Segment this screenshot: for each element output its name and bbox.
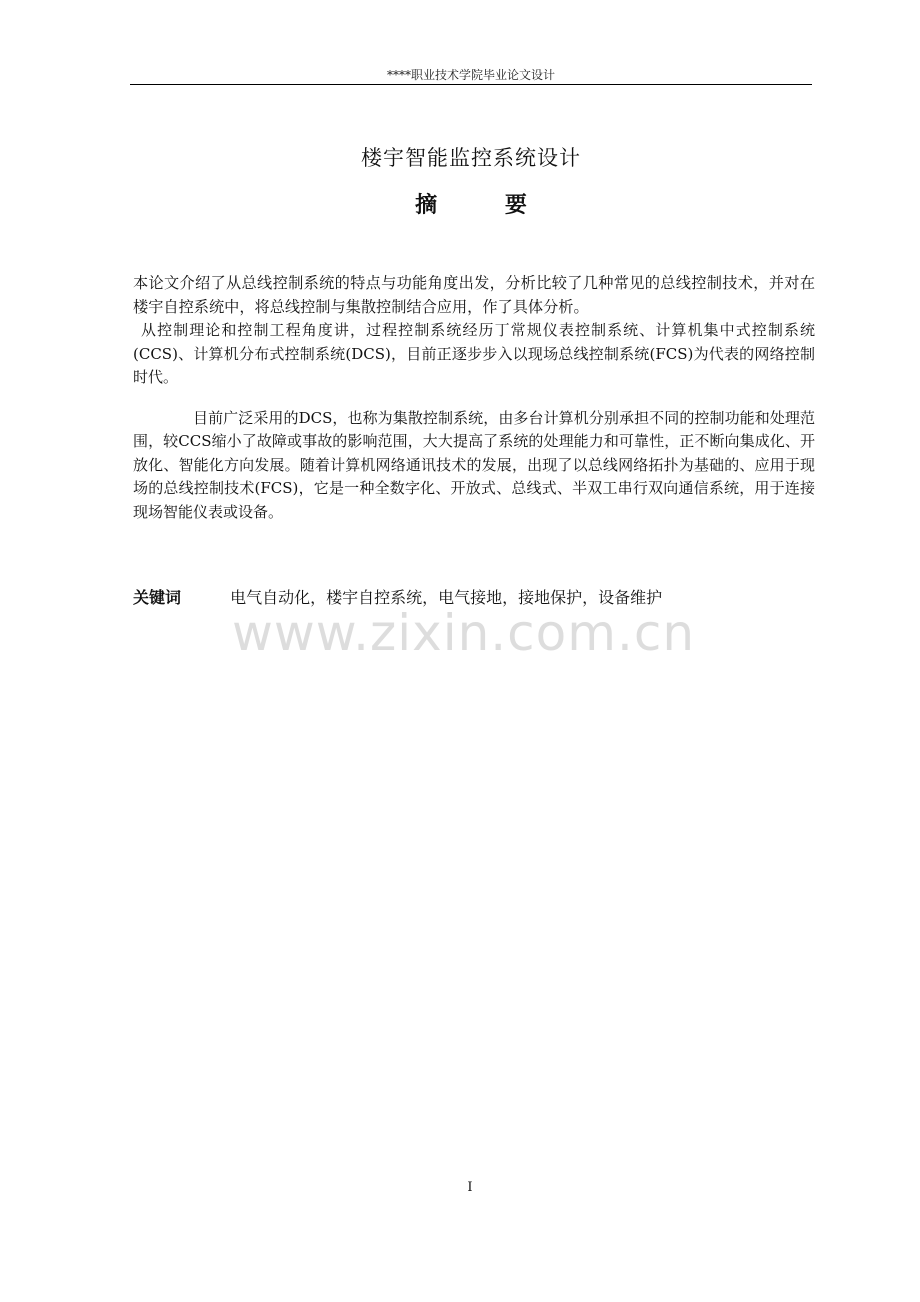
header-divider [130,84,812,85]
abstract-paragraph-2: 从控制理论和控制工程角度讲，过程控制系统经历丁常规仪表控制系统、计算机集中式控制系统(CCS)、计算机分布式控制系统(DCS)，目前正逐步步入以现场总线控制系统(FCS)为代表的网络控制时代。 [133,321,815,386]
watermark: www.zixin.com.cn [232,604,696,662]
document-title: 楼宇智能监控系统设计 [361,146,581,170]
page-number: I [467,1180,473,1195]
abstract-paragraph-1: 本论文介绍了从总线控制系统的特点与功能角度出发，分析比较了几种常见的总线控制技术，并对在楼宇自控系统中，将总线控制与集散控制结合应用，作了具体分析。 [133,274,815,316]
abstract-body [133,272,815,524]
keywords-label: 关键词 [133,588,182,607]
keywords-text: 电气自动化，楼宇自控系统，电气接地，接地保护，设备维护 [230,588,663,607]
abstract-heading: 摘 要 [415,193,557,218]
page-header: ****职业技术学院毕业论文设计 [386,68,555,82]
abstract-paragraph-3: 目前广泛采用的DCS，也称为集散控制系统，由多台计算机分别承担不同的控制功能和处理范围，较CCS缩小了故障或事故的影响范围，大大提高了系统的处理能力和可靠性，正不断向集成化、开放化、智能化方向发展。随着计算机网络通讯技术的发展，出现了以总线网络拓扑为基础的、应用于现场的总线控制技术(FCS)，它是一种全数字化、开放式、总线式、半双工串行双向通信系统，用于连接现场智能仪表或设备。 [133,408,815,521]
